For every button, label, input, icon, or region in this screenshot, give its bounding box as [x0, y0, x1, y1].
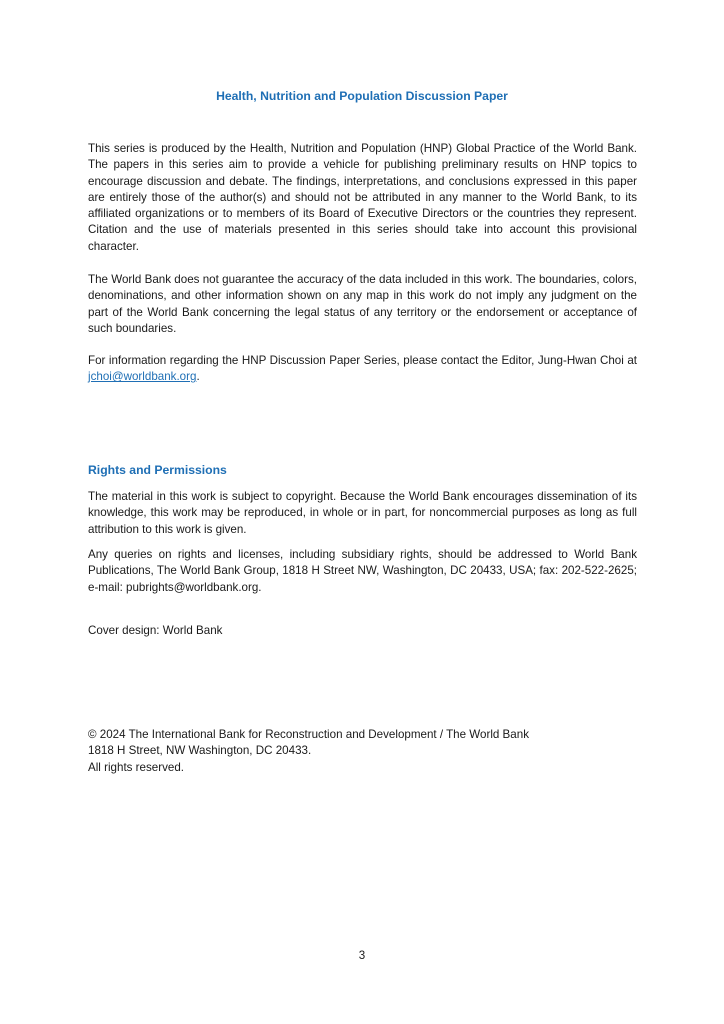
page-title: Health, Nutrition and Population Discussion Paper [216, 89, 508, 103]
contact-text-wrapper [88, 353, 637, 386]
rights-heading: Rights and Permissions [88, 463, 227, 477]
rights-paragraph [88, 489, 637, 538]
cover-design-line [88, 623, 637, 639]
contact-text: For information regarding the HNP Discussion Paper Series, please contact the Editor, Jung-Hwan Choi at [88, 354, 637, 367]
guarantee-text: The World Bank does not guarantee the accuracy of the data included in this work. The boundaries, colors, denominations, and other information shown on any map in this work do not imply any judgment on the part of the World Bank concerning the legal status of any territory or the endorsement or acceptance of such boundaries. [88, 273, 637, 335]
rights-text: The material in this work is subject to copyright. Because the World Bank encourages dissemination of its knowledge, this work may be reproduced, in whole or in part, for noncommercial purposes as long as full attribution to this work is given. [88, 490, 637, 536]
copyright-line-3: All rights reserved. [88, 760, 185, 774]
guarantee-paragraph [88, 272, 637, 337]
contact-paragraph [88, 353, 637, 386]
queries-paragraph [88, 547, 637, 596]
queries-text: Any queries on rights and licenses, including subsidiary rights, should be addressed to World Bank Publications, The World Bank Group, 1818 H Street NW, Washington, DC 20433, USA; fax: 202-522-2625; e-mail: pubrights@worldbank.org. [88, 548, 637, 594]
copyright-line-1: © 2024 The International Bank for Reconstruction and Development / The World Bank [88, 728, 529, 741]
series-text: This series is produced by the Health, Nutrition and Population (HNP) Global Practice of the World Bank. The papers in this series aim to provide a vehicle for publishing preliminary results on HNP topics to encourage discussion and debate. The findings, interpretations, and conclusions expressed in this paper are entirely those of the author(s) and should not be attributed in any manner to the World Bank, to its affiliated organizations or to members of its Board of Executive Directors or the countries they represent. Citation and the use of materials presented in this series should take into account this provisional character. [88, 142, 637, 253]
cover-design-text: Cover design: World Bank [88, 624, 223, 637]
series-paragraph [88, 141, 637, 255]
copyright-line-2: 1818 H Street, NW Washington, DC 20433. [88, 744, 312, 758]
copyright-block [88, 727, 637, 776]
editor-email-link[interactable]: jchoi@worldbank.org [88, 370, 197, 384]
contact-suffix: . [196, 370, 200, 384]
page-number: 3 [358, 949, 366, 962]
